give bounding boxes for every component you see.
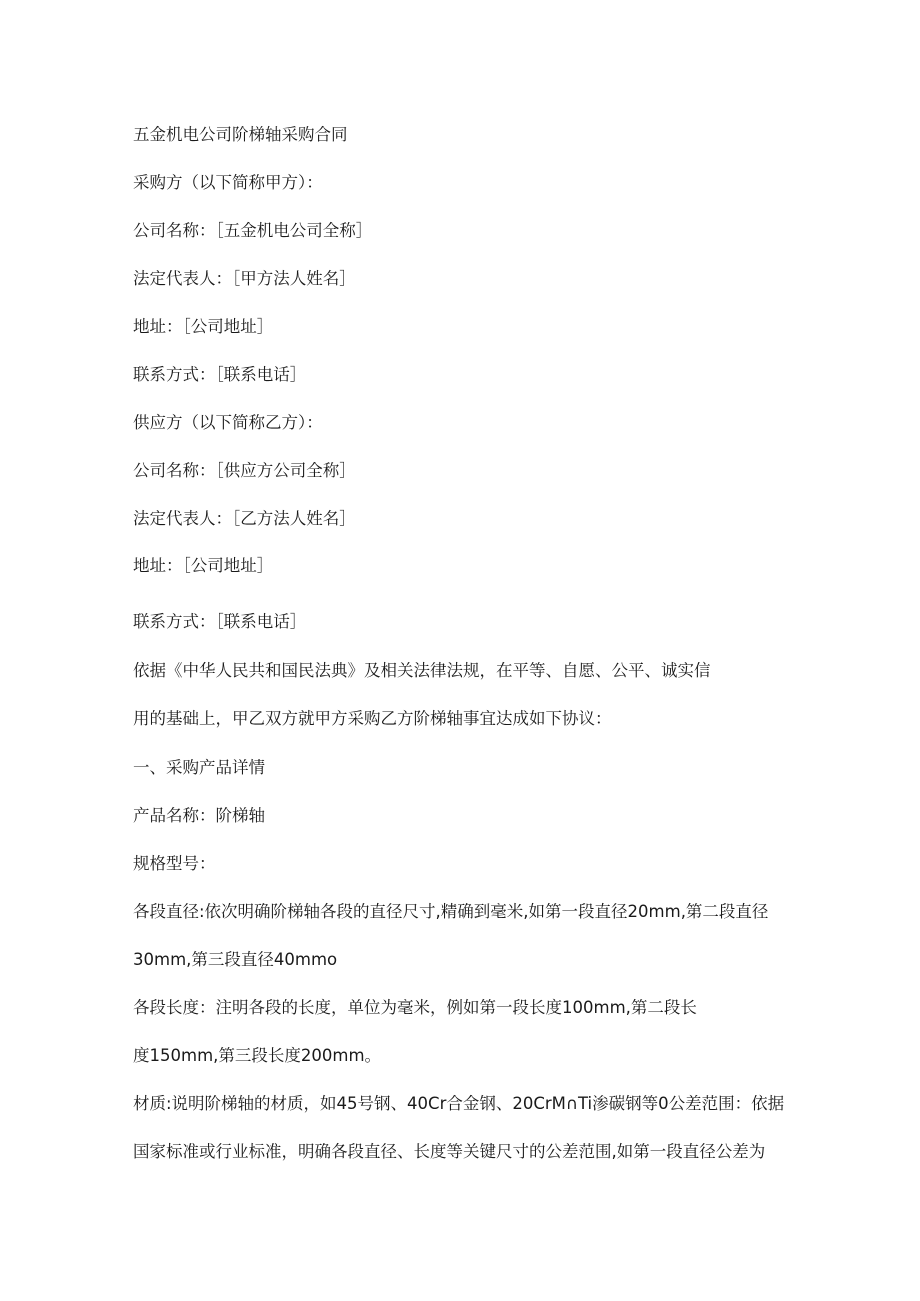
preamble-line-1: 依据《中华人民共和国民法典》及相关法律法规，在平等、自愿、公平、诚实信 (133, 661, 711, 680)
diameter-line-1: 各段直径:依次明确阶梯轴各段的直径尺寸,精确到毫米,如第一段直径20mm,第二段直径 (133, 902, 769, 921)
supplier-representative: 法定代表人：［乙方法人姓名］ (133, 509, 356, 528)
length-line-1: 各段长度：注明各段的长度，单位为毫米，例如第一段长度100mm,第二段长 (133, 998, 697, 1017)
length-line-2: 度150mm,第三段长度200mm。 (133, 1046, 382, 1065)
supplier-address: 地址：［公司地址］ (133, 556, 274, 575)
supplier-contact: 联系方式：［联系电话］ (133, 612, 307, 631)
document-title: 五金机电公司阶梯轴采购合同 (133, 125, 348, 144)
section-heading-1: 一、采购产品详情 (133, 758, 265, 777)
diameter-line-2: 30mm,第三段直径40mmo (133, 950, 338, 969)
spec-heading: 规格型号： (133, 854, 216, 873)
product-name: 产品名称：阶梯轴 (133, 806, 265, 825)
material-line-1: 材质:说明阶梯轴的材质，如45号钢、40Cr合金钢、20CrM∩Ti渗碳钢等0公差范围：依据 (133, 1094, 785, 1113)
buyer-representative: 法定代表人：［甲方法人姓名］ (133, 269, 356, 288)
buyer-address: 地址：［公司地址］ (133, 317, 274, 336)
buyer-contact: 联系方式：［联系电话］ (133, 365, 307, 384)
supplier-heading: 供应方（以下简称乙方）： (133, 413, 323, 432)
supplier-company: 公司名称：［供应方公司全称］ (133, 461, 356, 480)
material-line-2: 国家标准或行业标准，明确各段直径、长度等关键尺寸的公差范围,如第一段直径公差为 (133, 1142, 766, 1161)
buyer-company: 公司名称：［五金机电公司全称］ (133, 221, 373, 240)
buyer-heading: 采购方（以下简称甲方）： (133, 173, 323, 192)
preamble-line-2: 用的基础上，甲乙双方就甲方采购乙方阶梯轴事宜达成如下协议： (133, 709, 612, 728)
